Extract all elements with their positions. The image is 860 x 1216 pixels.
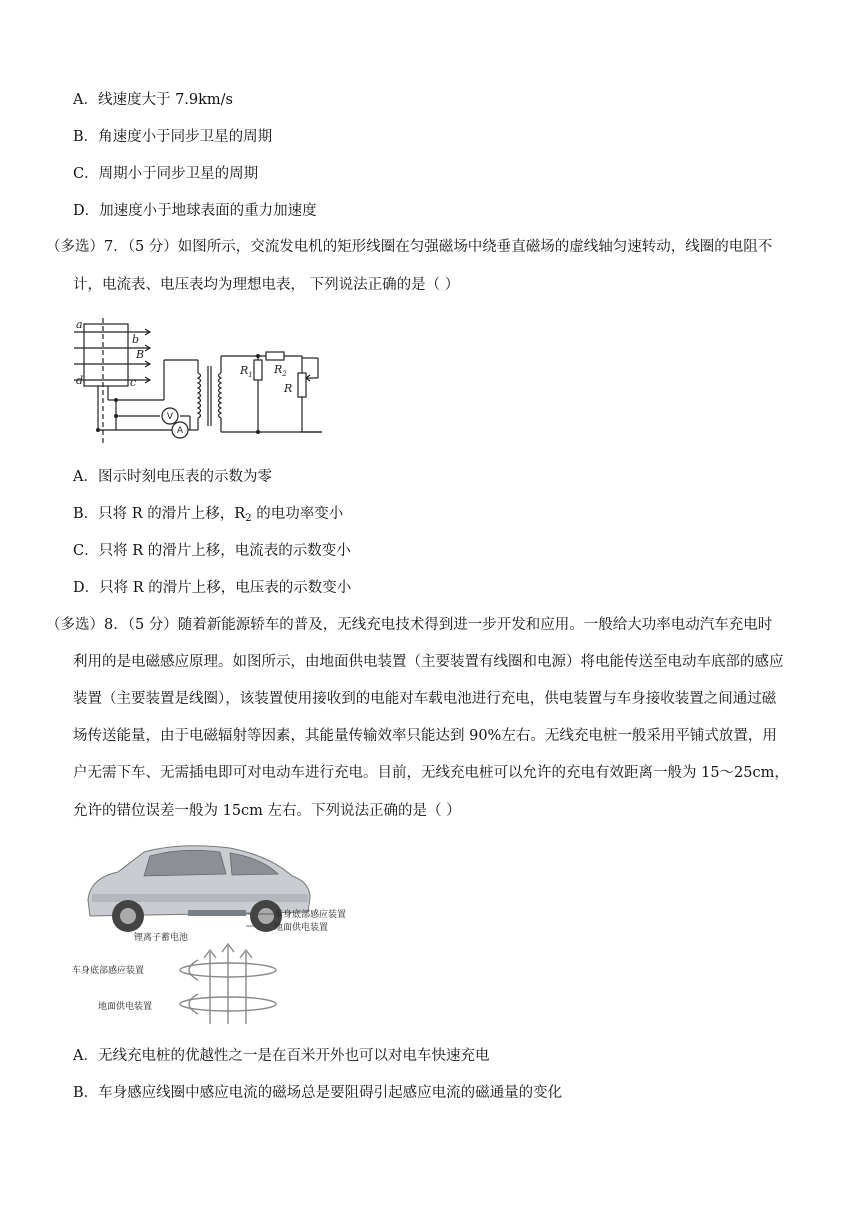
coil-label-d: d — [76, 374, 84, 387]
left-ground-label: 地面供电装置 — [98, 1002, 153, 1012]
coil-label-c: c — [130, 376, 137, 389]
q8-stem-line3: 装置（主要装置是线圈），该装置使用接收到的电能对车载电池进行充电，供电装置与车身接收装置之间通过磁 — [73, 691, 777, 707]
q8-option-b: B．车身感应线圈中感应电流的磁场总是要阻碍引起感应电流的磁通量的变化 — [73, 1085, 563, 1101]
q8-option-a: A．无线充电桩的优越性之一是在百米开外也可以对电车快速充电 — [73, 1048, 490, 1064]
q6-option-a: A．线速度大于 7.9km/s — [73, 92, 234, 108]
coil-label-b: b — [132, 333, 140, 346]
q7-option-c: C．只将 R 的滑片上移，电流表的示数变小 — [73, 543, 351, 559]
q8-stem-line2: 利用的是电磁感应原理。如图所示，由地面供电装置（主要装置有线圈和电源）将电能传送至电动车底部的感应 — [73, 654, 784, 670]
q6-option-b: B．角速度小于同步卫星的周期 — [73, 129, 273, 145]
field-schematic — [180, 944, 276, 1024]
car-coil-label: 车身底部感应装置 — [274, 910, 347, 920]
q8-wireless-charging-figure — [70, 838, 347, 1028]
q7-stem-line1: （多选）7．（5 分）如图所示，交流发电机的矩形线圈在匀强磁场中绕垂直磁场的虚线轴匀速转动，线圈的电阻不 — [46, 239, 773, 255]
q6-option-d: D．加速度小于地球表面的重力加速度 — [73, 203, 317, 219]
q8-stem-line4: 场传送能量，由于电磁辐射等因素，其能量传输效率只能达到 90%左右。无线充电桩一般采用平铺式放置，用 — [73, 728, 777, 744]
ammeter-label: A — [176, 426, 184, 436]
q8-stem-line5: 户无需下车、无需插电即可对电动车进行充电。目前，无线充电桩可以允许的充电有效距离一般为 15～25cm， — [73, 765, 789, 781]
coil-label-a: a — [76, 318, 83, 331]
q7-option-b: B．只将 R 的滑片上移，$R_2$ 的电功率变小 — [73, 506, 344, 524]
voltmeter-label: V — [166, 412, 174, 422]
q6-option-c: C．周期小于同步卫星的周期 — [73, 166, 259, 182]
q7-circuit-diagram — [70, 318, 340, 444]
q7-option-d: D．只将 R 的滑片上移，电压表的示数变小 — [73, 580, 352, 596]
rheostat-r-label: R — [284, 382, 293, 395]
q8-stem-line1: （多选）8．（5 分）随着新能源轿车的普及，无线充电技术得到进一步开发和应用。一般给大功率电动汽车充电时 — [46, 617, 773, 633]
q7-stem-line2: 计，电流表、电压表均为理想电表， 下列说法正确的是（ ） — [73, 277, 460, 293]
battery-label: 锂离子蓄电池 — [134, 933, 189, 943]
resistor-r1-label: $R_1$ — [240, 364, 253, 379]
q7-option-a: A．图示时刻电压表的示数为零 — [73, 469, 272, 485]
ground-supply-label: 地面供电装置 — [274, 923, 329, 933]
field-label-b: B — [136, 348, 145, 361]
resistor-r2-label: $R_2$ — [274, 363, 287, 378]
q8-stem-line6: 允许的错位误差一般为 15cm 左右。下列说法正确的是（ ） — [73, 803, 461, 819]
left-coil-label: 车身底部感应装置 — [72, 966, 145, 976]
